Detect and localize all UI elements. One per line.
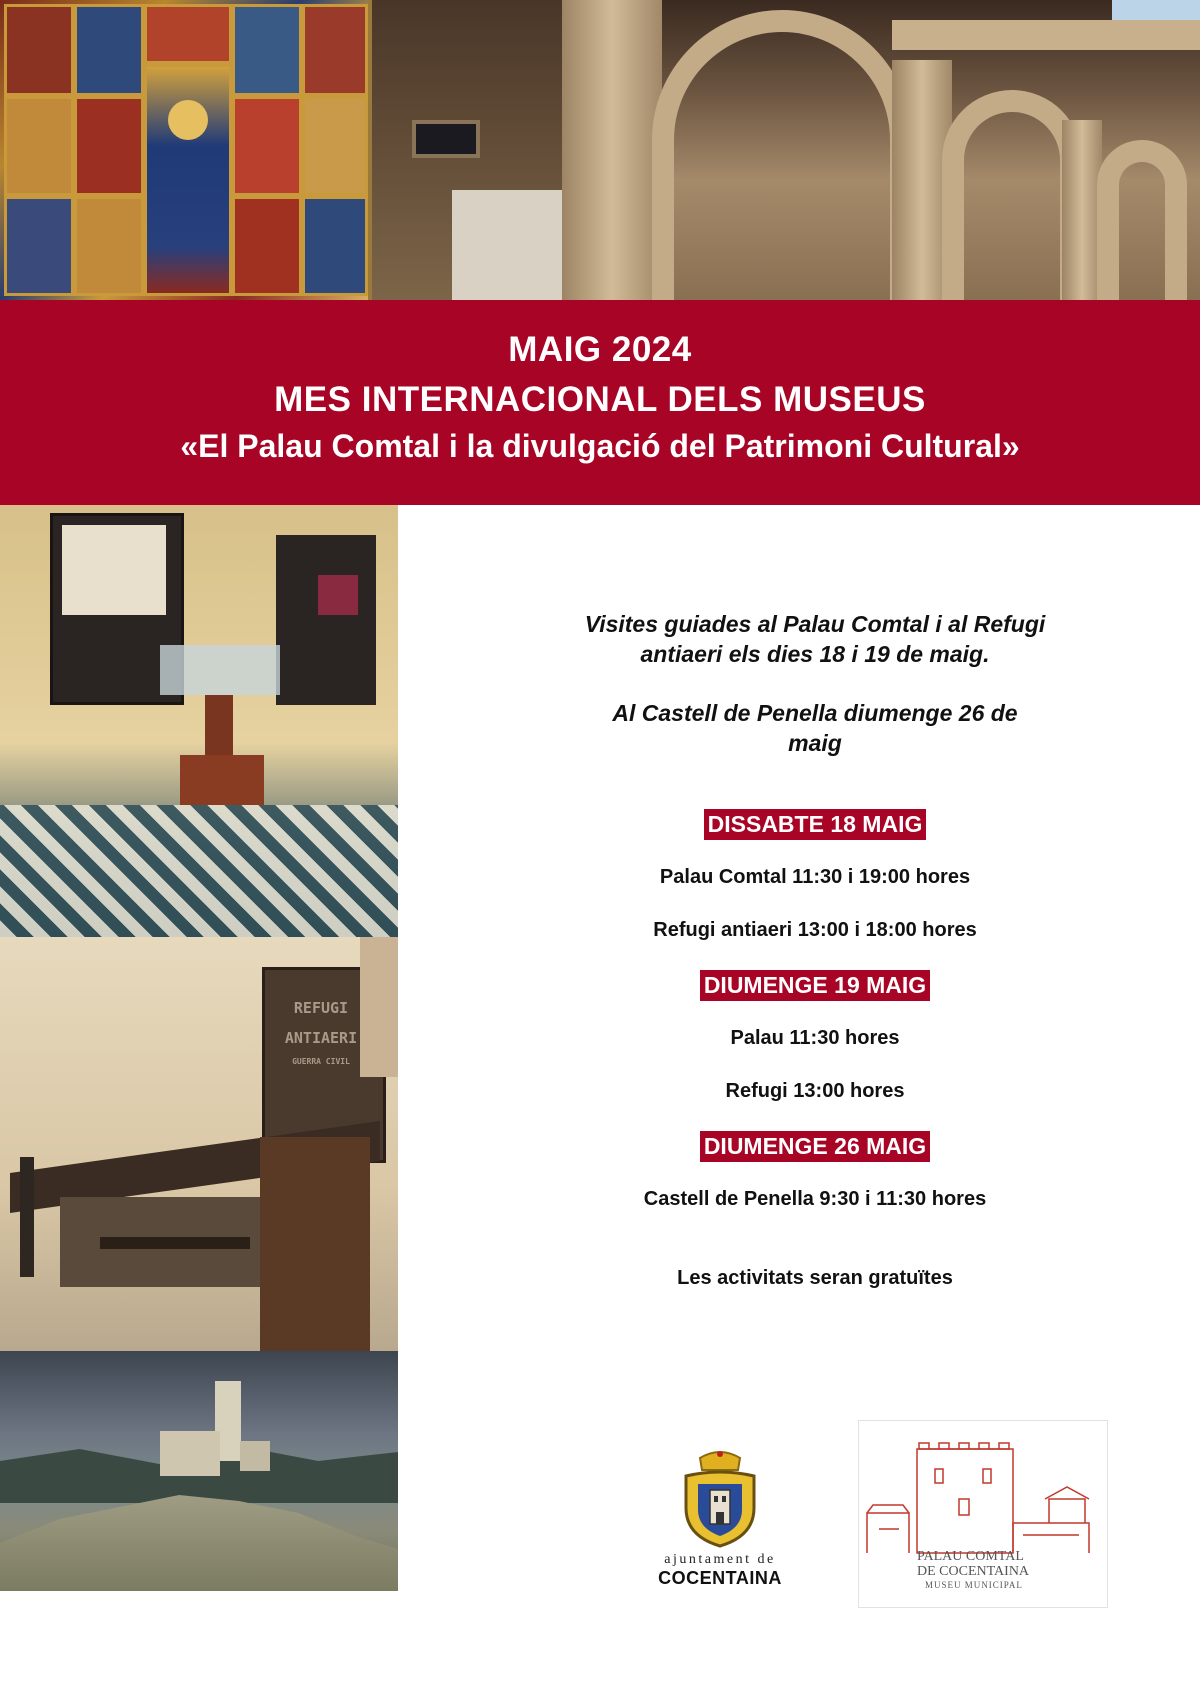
ajuntament-label: ajuntament de <box>664 1552 776 1567</box>
schedule-item: Refugi antiaeri 13:00 i 18:00 hores <box>653 919 977 941</box>
museum-room-photo <box>0 505 398 937</box>
altarpiece-photo <box>0 0 372 300</box>
free-activities-note: Les activitats seran gratuïtes <box>677 1267 953 1289</box>
penella-castle-photo <box>0 1351 398 1591</box>
schedule-item: Palau Comtal 11:30 i 19:00 hores <box>659 866 971 888</box>
cocentaina-label: COCENTAINA <box>658 1568 782 1588</box>
banner-title: MES INTERNACIONAL DELS MUSEUS <box>274 380 926 419</box>
refugi-sign-text: REFUGI ANTIAERI GUERRA CIVIL <box>284 999 358 1066</box>
title-banner <box>0 300 1200 505</box>
schedule-item: Refugi 13:00 hores <box>725 1080 905 1102</box>
de-cocentaina-label: DE COCENTAINA <box>917 1564 1030 1579</box>
palace-arcade-photo <box>372 0 1200 300</box>
banner-subtitle: «El Palau Comtal i la divulgació del Patrimoni Cultural» <box>180 428 1020 464</box>
palace-outline-icon <box>859 1429 1107 1559</box>
palau-comtal-label: PALAU COMTAL <box>917 1549 1024 1564</box>
day-heading-dissabte-18: DISSABTE 18 MAIG <box>520 809 1110 840</box>
day-heading-diumenge-19: DIUMENGE 19 MAIG <box>520 970 1110 1001</box>
museu-municipal-label: MUSEU MUNICIPAL <box>925 1580 1023 1590</box>
shelter-entrance-photo <box>0 937 398 1351</box>
intro-guided-visits: Visites guiades al Palau Comtal i al Refugi antiaeri els dies 18 i 19 de maig. <box>584 611 1046 667</box>
day-heading-diumenge-26: DIUMENGE 26 MAIG <box>520 1131 1110 1162</box>
schedule-item: Palau 11:30 hores <box>730 1027 900 1049</box>
ajuntament-cocentaina-logo <box>650 1450 790 1600</box>
schedule-item: Castell de Penella 9:30 i 11:30 hores <box>643 1188 987 1210</box>
palau-comtal-logo <box>858 1420 1108 1608</box>
banner-date: MAIG 2024 <box>508 330 692 369</box>
coat-of-arms-icon <box>678 1450 762 1548</box>
intro-castle-visit: Al Castell de Penella diumenge 26 de maig <box>612 700 1018 756</box>
